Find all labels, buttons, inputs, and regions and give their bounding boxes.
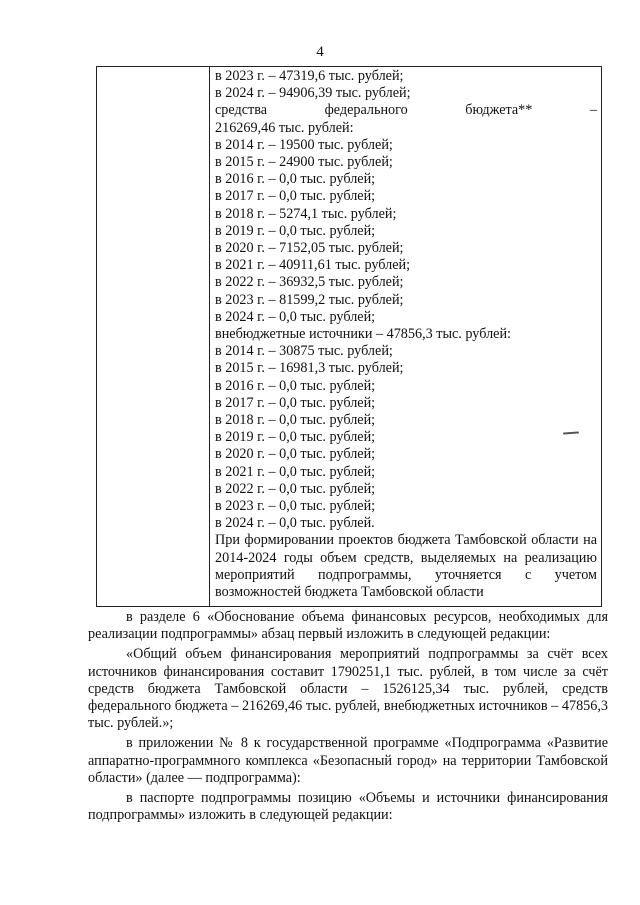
table-note: При формировании проектов бюджета Тамбовской области на 2014-2024 годы объем средств, выделяемых на реализацию мероприятий подпрограммы, уточняется с учетом возможностей бюджета Тамбовской области [215,532,597,601]
paragraph: «Общий объем финансирования мероприятий подпрограммы за счёт всех источников финансирования составит 1790251,1 тыс. рублей, в том числе за счёт средств бюджета Тамбовской области – 1526125,34 тыс. рублей, средств федерального бюджета – 216269,46 тыс. рублей, внебюджетных источников – 47856,3 тыс. рублей.»; [88,646,608,732]
heading-word: средства [215,102,268,119]
table-line: в 2014 г. – 30875 тыс. рублей; [215,343,393,360]
table-column-divider [209,67,210,606]
table-line: в 2024 г. – 0,0 тыс. рублей; [215,308,376,325]
table-line: в 2019 г. – 0,0 тыс. рублей; [215,222,376,239]
paragraph: в паспорте подпрограммы позицию «Объемы и источники финансирования подпрограммы» изложить в следующей редакции: [88,790,608,824]
table-line: в 2014 г. – 19500 тыс. рублей; [215,136,393,153]
table-line: в 2021 г. – 40911,61 тыс. рублей; [215,257,411,274]
table-line: в 2023 г. – 81599,2 тыс. рублей; [215,291,404,308]
table-line: в 2020 г. – 7152,05 тыс. рублей; [215,240,404,257]
funding-cell [215,68,597,601]
table-line: 216269,46 тыс. рублей: [215,119,354,136]
table-line: в 2016 г. – 0,0 тыс. рублей; [215,377,376,394]
federal-budget-heading [215,102,597,119]
table-line: в 2018 г. – 0,0 тыс. рублей; [215,412,376,429]
table-line: внебюджетные источники – 47856,3 тыс. рублей: [215,326,511,343]
paragraph: в приложении № 8 к государственной программе «Подпрограмма «Развитие аппаратно-программного комплекса «Безопасный город» на территории Тамбовской области» (далее — подпрограмма): [88,735,608,786]
table-line: в 2022 г. – 0,0 тыс. рублей; [215,480,376,497]
table-line: в 2017 г. – 0,0 тыс. рублей; [215,394,376,411]
table-line: в 2023 г. – 47319,6 тыс. рублей; [215,68,404,84]
table-line: в 2024 г. – 0,0 тыс. рублей. [215,515,375,532]
table-line: в 2023 г. – 0,0 тыс. рублей; [215,498,376,515]
heading-word: – [589,102,597,119]
table-line: в 2019 г. – 0,0 тыс. рублей; [215,429,376,446]
table-line: в 2022 г. – 36932,5 тыс. рублей; [215,274,404,291]
table-line: в 2024 г. – 94906,39 тыс. рублей; [215,85,411,102]
table-line: в 2021 г. – 0,0 тыс. рублей; [215,463,376,480]
page-number: 4 [316,44,324,60]
funding-table [96,66,602,607]
paragraph: в разделе 6 «Обоснование объема финансовых ресурсов, необходимых для реализации подпрограммы» абзац первый изложить в следующей редакции: [88,609,608,643]
table-line: в 2018 г. – 5274,1 тыс. рублей; [215,205,397,222]
table-line: в 2017 г. – 0,0 тыс. рублей; [215,188,376,205]
body-text [88,609,608,827]
table-line: в 2015 г. – 24900 тыс. рублей; [215,154,393,171]
table-line: в 2016 г. – 0,0 тыс. рублей; [215,171,376,188]
heading-word: бюджета** [465,102,533,119]
table-line: в 2015 г. – 16981,3 тыс. рублей; [215,360,404,377]
heading-word: федерального [324,102,408,119]
table-line: в 2020 г. – 0,0 тыс. рублей; [215,446,376,463]
